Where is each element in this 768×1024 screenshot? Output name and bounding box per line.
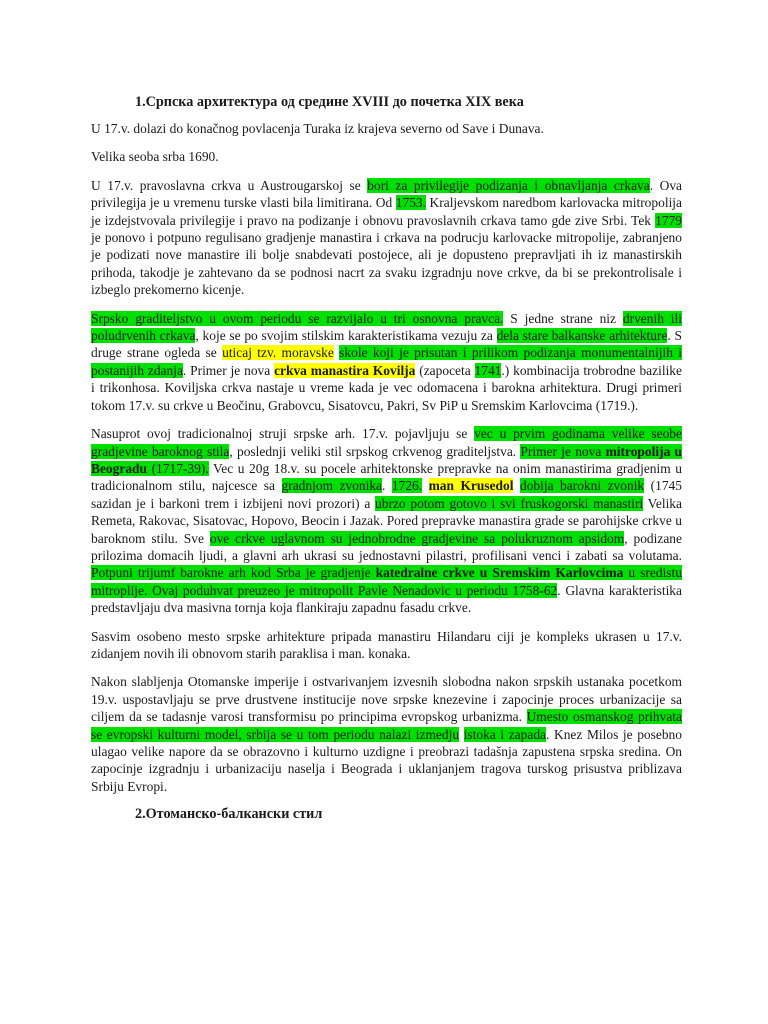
green-highlight: ubrzo potom gotovo i svi fruskogorski manastiri [375, 495, 644, 511]
section-heading-1: 1.Српска архитектура од средине XVIII до почетка XIX века [135, 94, 524, 110]
green-highlight: 1726. [391, 478, 423, 494]
text-run: S jedne strane niz [503, 310, 623, 326]
green-highlight: (1717-39). [147, 460, 209, 476]
yellow-highlight: uticaj tzv. moravske [222, 345, 334, 361]
green-highlight: Potpuni trijumf barokne arh kod Srba je gradjenje [91, 565, 376, 581]
text-run: Kraljevskom naredbom karlovacka mitropolija je izdejstvovala privilegije i pravo na podizanje i obnovu pravoslavnih crkava tamo gde zive Srbi. Tek [91, 195, 683, 228]
text-run: Nasuprot ovoj tradicionalnoj struji srpske arh. 17.v. pojavljuju se [91, 426, 475, 442]
paragraph [91, 628, 682, 663]
text-run: (zapoceta [415, 362, 475, 378]
green-highlight: drvenih ili poludrvenih crkava [91, 310, 683, 344]
paragraph [91, 148, 682, 165]
paragraph [91, 310, 682, 414]
paragraph [91, 673, 682, 795]
yellow-highlight: crkva manastira Kovilja [274, 362, 416, 378]
green-highlight: Primer je nova [520, 443, 606, 459]
green-highlight: 1779 [655, 212, 682, 228]
green-highlight: 1753. [395, 195, 426, 211]
text-run [513, 478, 519, 493]
text-run: , podizane prilozima domacih ljudi, a glavni arh ukrasi su jednostavni pilastri, profilisani venci i zabati sa volutama. [91, 530, 682, 563]
text-run: je ponovo i potpuno regulisano gradjenje manastira i crkava na podrucju karlovacke mitropolije, zabranjeno je podizati nove manastire ili bolje snabdevati postojece, ali je dopusteno prepravljati ih iz manastirskih prihoda, takodje je zahtevano da se podnosi nacrt za svaku izgradnju nove crkve, da bi se prekontrolisale i izbeglo prekomerno kicenje. [91, 230, 682, 298]
text-run: (1745 sazidan je i barkoni trem i izbijeni novi prozori) a [91, 478, 682, 511]
text-run: . Knez Milos je posebno ulagao velike napore da se obrazovno i kulturno uzdigne i preobrazi tadašnja zapustena srpska sredina. On zapocinje izgradnju i urbanizaciju naselja i Beograda i uklanjanjem tragova turskog prisustva priblizava Srbiju Evropi. [91, 726, 682, 794]
section-1-body [91, 120, 682, 795]
text-run: .) kombinacija trobrodne bazilike i trikonhosa. Koviljska crkva nastaje u vreme kada je vec odomacena i barokna arhitektura. Drugi primeri tokom 17.v. su crkve u Beočinu, Grabovcu, Sisatovcu, Pakri, Sv PiP u Sremskim Karlovcima (1719.). [91, 362, 682, 413]
green-highlight: dela stare balkanske arhitekture [496, 328, 668, 344]
text-run: Velika Remeta, Rakovac, Sisatovac, Hopovo, Beocin i Jazak. Pored prepravke manastira grade se parohijske crkve u baroknom stilu. Sve [91, 495, 682, 546]
yellow-highlight: man Krusedol [428, 478, 514, 494]
text-run: . Ova privilegija je u vremenu turske vlasti bila limitirana. Od [91, 177, 682, 211]
green-highlight: bori za privilegije podizanja i obnavljanja crkava [367, 177, 650, 193]
green-highlight: istoka i zapada [463, 726, 547, 742]
green-highlight: vec u prvim godinama velike seobe gradjevine baroknog stila [91, 426, 682, 459]
text-run: Sasvim osobeno mesto srpske arhitekture pripada manastiru Hilandaru ciji je kompleks ukrasen u 17.v. zidanjem novih ili obnovom starih paraklisa i man. konaka. [91, 628, 682, 661]
green-highlight: 1741 [474, 362, 502, 378]
green-highlight: dobija barokni zvonik [519, 478, 645, 494]
text-run [459, 727, 464, 742]
text-run: Velika seoba srba 1690. [91, 149, 219, 165]
green-highlight: skole koji je prisutan i prilikom podizanja monumentalnijih i postanijih zdanja [91, 345, 683, 378]
green-highlight: katedralne crkve u Sremskim Karlovcima [375, 565, 624, 581]
text-run: . Glavna karakteristika predstavljaju dva masivna tornja koja flankiraju zapadnu fasadu crkve. [91, 582, 682, 616]
text-run: . [382, 478, 392, 494]
paragraph [91, 120, 682, 137]
text-run: U 17.v. dolazi do konačnog povlacenja Turaka iz krajeva severno od Save i Dunava. [91, 121, 544, 136]
paragraph [91, 177, 682, 299]
text-run: . S druge strane ogleda se [91, 328, 682, 361]
green-highlight: Srpsko graditeljstvo u ovom periodu se razvijalo u tri osnovna pravca. [91, 310, 504, 326]
paragraph [91, 425, 682, 616]
green-highlight: gradnjom zvonika [281, 478, 383, 494]
text-run: Nakon slabljenja Otomanske imperije i ostvarivanjem izvesnih slobodna nakon srpskih ustanaka pocetkom 19.v. uspostavljaju se prve drustvene institucije nove srpske knezevine i zapocinje proces urbanizacije sa ciljem da se tadasnje varosi transformisu po principima evropskog urbanizma. [91, 674, 682, 725]
text-run: Vec u 20g 18.v. su pocele arhitektonske prepravke na onim manastirima gradjenim u tradicionalnom stilu, najcesce sa [91, 460, 682, 494]
text-run: . Primer je nova [182, 362, 275, 378]
text-run: , koje se po svojim stilskim karakteristikama vezuju za [195, 328, 497, 344]
green-highlight: u sredistu mitroplije. Ovaj poduhvat preuzeo je mitropolit Pavle Nenadovic u periodu 1758-62 [91, 565, 682, 598]
green-highlight: ove crkve uglavnom su jednobrodne gradjevine sa polukruznom apsidom [209, 530, 625, 546]
green-highlight: Umesto osmanskog prihvata se evropski kulturni model, srbija se u tom periodu nalazi izmedju [91, 709, 682, 742]
text-run: , poslednji veliki stil srpskog crkvenog graditeljstva. [229, 443, 521, 459]
section-heading-2: 2.Отоманско-балкански стил [135, 806, 323, 823]
green-highlight: mitropolija u Beogradu [91, 443, 683, 476]
text-run: U 17.v. pravoslavna crkva u Austrougarskoj se [91, 177, 368, 193]
